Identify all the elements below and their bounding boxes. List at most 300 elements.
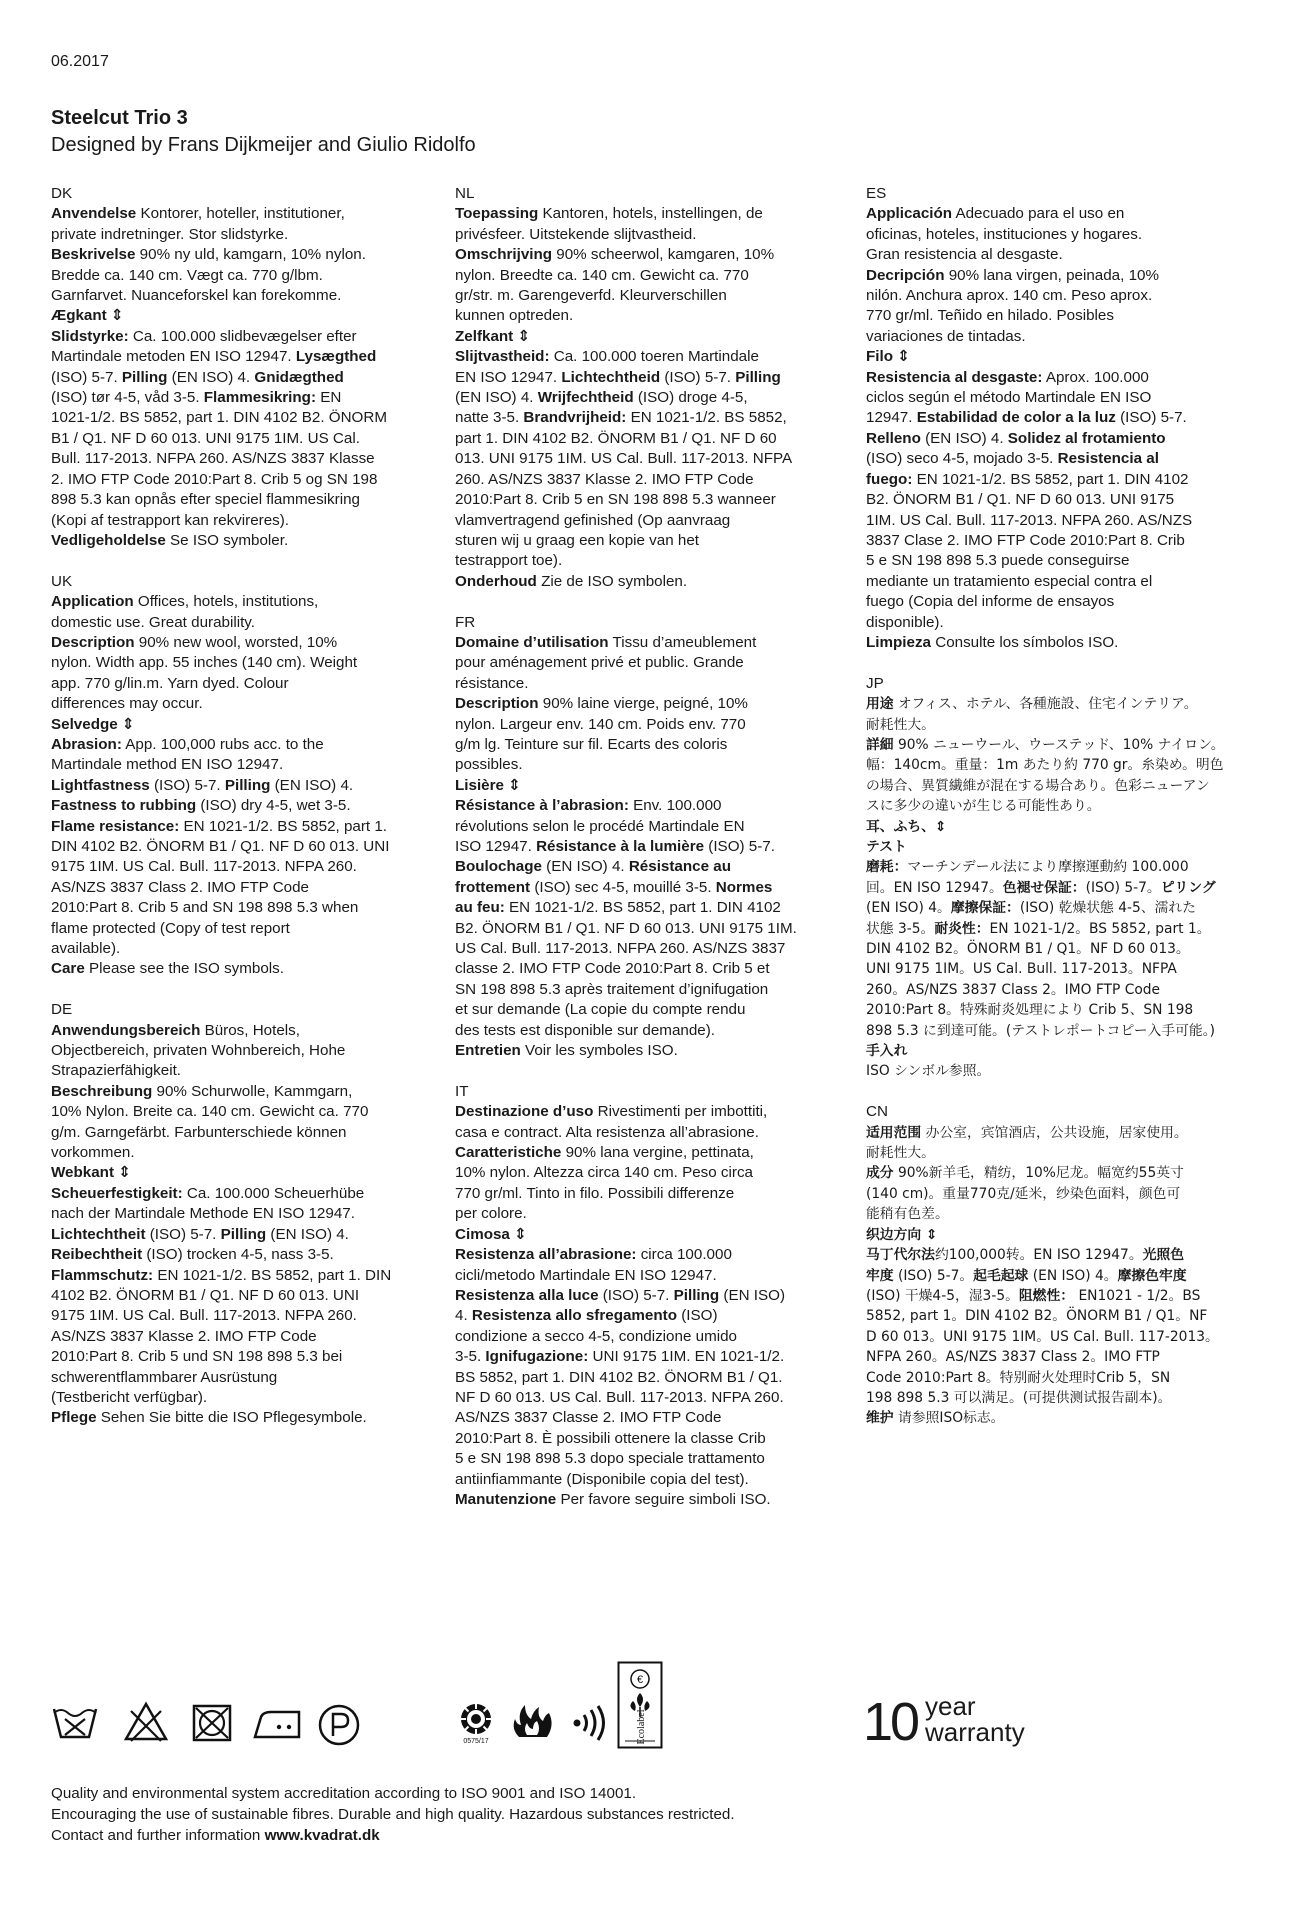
text-segment: Gnidægthed: [254, 368, 344, 386]
text-segment: Bredde ca. 140 cm. Vægt ca. 770 g/lbm.: [51, 266, 323, 284]
text-line: [455, 1347, 845, 1367]
text-segment: (EN ISO) 4。: [1028, 1267, 1118, 1284]
text-segment: (ISO) droge 4-5,: [633, 389, 748, 407]
text-line: [455, 408, 845, 428]
text-segment: Care: [51, 960, 85, 978]
text-line: [455, 878, 845, 898]
text-line: [51, 1204, 441, 1224]
text-segment: Pilling: [121, 368, 168, 386]
text-segment: 90% laine vierge, peigné, 10%: [538, 695, 748, 713]
text-segment: Bull. 117-2013. NFPA 260. AS/NZS 3837 Klasse: [51, 450, 375, 468]
text-line: [455, 347, 845, 367]
text-line: [455, 449, 845, 469]
text-segment: 用途: [866, 696, 894, 713]
text-segment: (ISO) 5-7。: [893, 1267, 974, 1284]
text-segment: Tissu d’ameublement: [608, 633, 757, 651]
text-segment: EN 1021-1/2. BS 5852, part 1. DIN 4102: [504, 899, 781, 917]
text-line: [455, 1143, 845, 1163]
text-line: [866, 449, 1256, 469]
text-line: [455, 429, 845, 449]
section-language-code: UK: [51, 572, 73, 590]
flame-icon: [509, 1701, 557, 1741]
text-segment: Reibechtheit: [51, 1246, 143, 1264]
text-segment: ciclos según el método Martindale EN ISO: [866, 389, 1152, 407]
warranty-year-label: year: [925, 1691, 976, 1721]
text-segment: 起毛起球: [973, 1267, 1029, 1284]
text-line: [51, 755, 441, 775]
text-segment: Garnfarvet. Nuanceforskel kan forekomme.: [51, 287, 342, 305]
text-segment: (ISO) seco 4-5, mojado 3-5.: [866, 450, 1058, 468]
text-line: [51, 388, 441, 408]
text-line: [866, 306, 1256, 326]
text-segment: Description: [51, 633, 135, 651]
text-segment: Please see the ISO symbols.: [84, 960, 284, 978]
text-line: [866, 245, 1256, 265]
text-line: [51, 817, 441, 837]
text-line: [51, 674, 441, 694]
text-line: [455, 1204, 845, 1224]
text-line: [455, 694, 845, 714]
text-line: [51, 1388, 441, 1408]
text-segment: 摩擦保証：: [950, 900, 1020, 917]
text-line: [51, 796, 441, 816]
text-segment: 898 5.3 に到達可能。(テストレポートコピー入手可能。): [866, 1022, 1215, 1039]
text-segment: 770 gr/ml. Tinto in filo. Possibili differenze: [455, 1184, 735, 1202]
text-segment: oficinas, hoteles, instituciones y hogares.: [866, 225, 1143, 243]
text-line: [866, 1021, 1256, 1041]
section-language-code: CN: [866, 1103, 888, 1121]
text-segment: 能稍有色差。: [866, 1206, 949, 1223]
text-segment: Ca. 100.000 toeren Martindale: [549, 348, 759, 366]
certificate-code: 0575/17: [463, 1738, 489, 1745]
section-language-code: JP: [866, 674, 884, 692]
footer-line-accreditation: Quality and environmental system accreditation according to ISO 9001 and ISO 14001.: [51, 1785, 637, 1802]
text-segment: (ISO) 乾燥状態 4-5、濡れた: [1019, 900, 1196, 917]
text-line: [455, 1449, 845, 1469]
text-segment: Anvendelse: [51, 205, 137, 223]
text-line: [51, 490, 441, 510]
section-cn: [866, 1102, 1256, 1429]
text-segment: Resistenza alla luce: [455, 1286, 599, 1304]
text-line: [51, 1266, 441, 1286]
text-segment: nach der Martindale Methode EN ISO 12947.: [51, 1205, 355, 1223]
text-line: [51, 266, 441, 286]
text-segment: NF D 60 013. US Cal. Bull. 117-2013. NFPA 260.: [455, 1388, 784, 1406]
text-line: [51, 613, 441, 633]
text-segment: possibles.: [455, 756, 523, 774]
text-segment: app. 770 g/lin.m. Yarn dyed. Colour: [51, 674, 289, 692]
text-line: [455, 511, 845, 531]
text-line: [455, 1368, 845, 1388]
text-segment: privésfeer. Uitstekende slijtvastheid.: [455, 225, 697, 243]
text-line: [866, 1306, 1256, 1326]
text-line: [51, 939, 441, 959]
text-segment: (ISO) trocken 4-5, nass 3-5.: [142, 1246, 334, 1264]
text-segment: (140 cm)。重量770克/延米，纱染色面料，颜色可: [866, 1185, 1181, 1202]
text-segment: Filo ⇕: [866, 348, 910, 366]
text-line: [51, 633, 441, 653]
no-tumble-dry-icon: [191, 1703, 233, 1743]
text-segment: (EN ISO) 4.: [920, 429, 1008, 447]
text-segment: et sur demande (La copie du compte rendu: [455, 1001, 746, 1019]
text-line: [455, 1470, 845, 1490]
text-segment: 12947.: [866, 409, 917, 427]
text-line: [455, 1327, 845, 1347]
text-line: [866, 878, 1256, 898]
text-line: [455, 857, 845, 877]
text-column-3: [866, 184, 1256, 1449]
text-line: [455, 306, 845, 326]
text-segment: (EN ISO): [719, 1286, 786, 1304]
text-segment: DIN 4102 B2. ÖNORM B1 / Q1. NF D 60 013. UNI: [51, 837, 390, 855]
text-segment: の場合、異質繊維が混在する場合あり。色彩ニューアン: [866, 777, 1210, 794]
text-segment: 90% new wool, worsted, 10%: [134, 633, 338, 651]
text-line: [455, 490, 845, 510]
text-segment: per colore.: [455, 1205, 527, 1223]
text-line: [51, 368, 441, 388]
text-line: [866, 1225, 1256, 1245]
section-language-code: ES: [866, 185, 887, 202]
designer-credit: Designed by Frans Dijkmeijer and Giulio Ridolfo: [51, 134, 476, 156]
text-line: [866, 715, 1256, 735]
text-segment: Boulochage: [455, 858, 542, 876]
text-segment: UNI 9175 1IM。US Cal. Bull. 117-2013。NFPA: [866, 961, 1177, 978]
text-segment: flame protected (Copy of test report: [51, 919, 290, 937]
text-segment: 詳細: [866, 736, 894, 753]
text-line: [866, 1388, 1256, 1408]
text-line: [866, 796, 1256, 816]
text-segment: ISO シンボル参照。: [866, 1063, 991, 1080]
text-column-1: [51, 184, 441, 1449]
text-line: [455, 633, 845, 653]
text-segment: Martindale method EN ISO 12947.: [51, 756, 284, 774]
text-segment: Omschrijving: [455, 246, 553, 264]
text-segment: 牢度: [866, 1267, 894, 1284]
section-language-code: FR: [455, 613, 476, 631]
text-line: [455, 551, 845, 571]
text-segment: Ca. 100.000 slidbevægelser efter: [128, 327, 357, 345]
text-segment: Slidstyrke:: [51, 327, 129, 345]
document-date: 06.2017: [51, 53, 109, 70]
text-line: [51, 694, 441, 714]
text-segment: available).: [51, 940, 121, 958]
text-line: [51, 857, 441, 877]
text-segment: 状態 3-5。: [866, 920, 935, 937]
text-segment: g/m. Garngefärbt. Farbunterschiede können: [51, 1123, 347, 1141]
text-line: [866, 368, 1256, 388]
text-line: [455, 1266, 845, 1286]
text-segment: (Kopi af testrapport kan rekvireres).: [51, 511, 290, 529]
ecolabel-icon: [617, 1661, 663, 1749]
text-segment: 回。EN ISO 12947。: [866, 879, 1003, 896]
text-line: [866, 470, 1256, 490]
section-jp: [866, 674, 1256, 1082]
text-segment: Wrijfechtheid: [537, 389, 634, 407]
text-line: [455, 245, 845, 265]
text-segment: kunnen optreden.: [455, 307, 574, 325]
svg-text:€: €: [636, 1674, 644, 1686]
text-segment: 2010:Part 8. È possibili ottenere la classe Crib: [455, 1429, 766, 1447]
text-line: [866, 1286, 1256, 1306]
text-line: [51, 1021, 441, 1041]
text-line: [51, 1143, 441, 1163]
text-segment: Per favore seguire simboli ISO.: [556, 1490, 771, 1508]
text-line: [866, 1061, 1256, 1081]
text-segment: 90% lana virgen, peinada, 10%: [944, 266, 1159, 284]
text-line: [51, 449, 441, 469]
text-segment: 2010:Part 8. Crib 5 en SN 198 898 5.3 wanneer: [455, 491, 776, 509]
text-line: [866, 1368, 1256, 1388]
text-segment: Kontorer, hoteller, institutioner,: [136, 205, 345, 223]
text-line: [866, 531, 1256, 551]
section-dk: [51, 184, 441, 551]
text-line: [51, 837, 441, 857]
text-segment: B2. ÖNORM B1 / Q1. NF D 60 013. UNI 9175: [866, 491, 1175, 509]
text-line: [455, 1490, 845, 1510]
text-segment: 耐耗性大。: [866, 716, 935, 733]
text-segment: fuego:: [866, 470, 913, 488]
text-line: [51, 715, 441, 735]
text-segment: EN1021 - 1/2。BS: [1074, 1287, 1201, 1304]
text-line: [866, 817, 1256, 837]
text-line: [455, 715, 845, 735]
text-line: [51, 1041, 441, 1061]
text-segment: circa 100.000: [636, 1246, 732, 1264]
text-segment: 5 e SN 198 898 5.3 puede conseguirse: [866, 552, 1130, 570]
text-segment: Gran resistencia al desgaste.: [866, 246, 1063, 264]
text-segment: 260。AS/NZS 3837 Class 2。IMO FTP Code: [866, 981, 1161, 998]
text-segment: variaciones de tintadas.: [866, 327, 1026, 345]
care-and-certification-icons: [51, 1674, 871, 1755]
text-line: [51, 1082, 441, 1102]
text-segment: EN: [316, 389, 342, 407]
text-line: [51, 470, 441, 490]
text-line: [455, 776, 845, 796]
ecolabel-text: Ecolabel: [636, 1709, 647, 1745]
text-line: [455, 1102, 845, 1122]
text-segment: Fastness to rubbing: [51, 797, 197, 815]
text-segment: differences may occur.: [51, 695, 203, 713]
text-segment: (ISO): [677, 1307, 718, 1325]
text-line: [51, 776, 441, 796]
text-segment: Onderhoud: [455, 572, 537, 590]
text-line: [866, 1204, 1256, 1224]
text-segment: Anwendungsbereich: [51, 1021, 201, 1039]
text-segment: (ISO) dry 4-5, wet 3-5.: [196, 797, 351, 815]
text-line: [51, 592, 441, 612]
text-segment: 阻燃性：: [1018, 1287, 1075, 1304]
text-line: [866, 266, 1256, 286]
text-segment: 2010:Part 8. Crib 5 und SN 198 898 5.3 bei: [51, 1348, 343, 1366]
text-segment: Flammesikring:: [203, 389, 317, 407]
text-segment: 光照色: [1142, 1247, 1185, 1264]
text-line: [866, 572, 1256, 592]
warranty-years: 10: [863, 1692, 918, 1752]
text-segment: D 60 013。UNI 9175 1IM。US Cal. Bull. 117-2013。: [866, 1328, 1219, 1345]
text-segment: BS 5852, part 1. DIN 4102 B2. ÖNORM B1 / Q1.: [455, 1368, 783, 1386]
text-segment: Manutenzione: [455, 1490, 557, 1508]
text-segment: Adecuado para el uso en: [952, 205, 1125, 223]
text-line: [455, 388, 845, 408]
text-segment: 2010:Part 8. Crib 5 and SN 198 898 5.3 when: [51, 899, 359, 917]
text-line: [866, 1408, 1256, 1428]
text-line: [51, 959, 441, 979]
text-segment: mediante un tratamiento especial contra el: [866, 572, 1153, 590]
text-segment: (ISO) 5-7。: [1085, 879, 1161, 896]
text-segment: Toepassing: [455, 205, 539, 223]
text-segment: Consulte los símbolos ISO.: [931, 633, 1119, 651]
text-segment: antiinfiammante (Disponibile copia del test).: [455, 1470, 749, 1488]
text-segment: Se ISO symboler.: [165, 531, 289, 549]
warranty-label: warranty: [925, 1717, 1025, 1747]
text-line: [455, 1021, 845, 1041]
text-line: [866, 776, 1256, 796]
text-line: [51, 1184, 441, 1204]
text-segment: 198 898 5.3 可以满足。(可提供测试报告副本)。: [866, 1389, 1172, 1406]
text-line: [866, 490, 1256, 510]
text-segment: Sehen Sie bitte die ISO Pflegesymbole.: [96, 1409, 367, 1427]
text-segment: Normes: [715, 878, 773, 896]
text-segment: 1021-1/2. BS 5852, part 1. DIN 4102 B2. ÖNORM: [51, 409, 387, 427]
text-line: [455, 1245, 845, 1265]
text-segment: cicli/metodo Martindale EN ISO 12947.: [455, 1266, 717, 1284]
text-segment: EN 1021-1/2。BS 5852, part 1。: [989, 920, 1211, 937]
text-segment: Strapazierfähigkeit.: [51, 1062, 182, 1080]
text-line: [866, 286, 1256, 306]
text-segment: (EN ISO) 4.: [541, 858, 629, 876]
text-segment: Destinazione d’uso: [455, 1103, 594, 1121]
text-segment: (EN ISO) 4.: [455, 389, 538, 407]
text-segment: NFPA 260。AS/NZS 3837 Class 2。IMO FTP: [866, 1349, 1160, 1366]
text-segment: Selvedge ⇕: [51, 715, 135, 733]
sound-icon: [571, 1705, 611, 1741]
text-line: [455, 1000, 845, 1020]
text-line: [866, 1041, 1256, 1061]
text-segment: Büros, Hotels,: [200, 1021, 300, 1039]
text-segment: Solidez al frotamiento: [1007, 429, 1166, 447]
text-line: [866, 1143, 1256, 1163]
text-segment: Voir les symboles ISO.: [520, 1042, 678, 1060]
text-line: [455, 1225, 845, 1245]
text-segment: Abrasion:: [51, 735, 122, 753]
text-segment: 898 5.3 kan opnås efter speciel flammesikring: [51, 491, 360, 509]
text-segment: Flammschutz:: [51, 1266, 154, 1284]
text-segment: classe 2. IMO FTP Code 2010:Part 8. Crib 5 et: [455, 960, 770, 978]
text-segment: オフィス、ホテル、各種施設、住宅インテリア。: [893, 696, 1198, 713]
warranty-badge: [863, 1693, 1063, 1753]
text-segment: 260. AS/NZS 3837 Klasse 2. IMO FTP Code: [455, 470, 754, 488]
text-line: [51, 408, 441, 428]
text-segment: Vedligeholdelse: [51, 531, 166, 549]
text-line: [51, 245, 441, 265]
text-segment: Application: [51, 593, 134, 611]
text-line: [51, 1286, 441, 1306]
text-segment: 办公室，宾馆酒店，公共设施，居家使用。: [921, 1124, 1188, 1141]
text-segment: 耐炎性：: [934, 920, 990, 937]
text-segment: Code 2010:Part 8。特别耐火处理时Crib 5，SN: [866, 1369, 1171, 1386]
text-line: [455, 286, 845, 306]
text-line: [455, 837, 845, 857]
text-segment: 90% Schurwolle, Kammgarn,: [152, 1082, 353, 1100]
text-line: [866, 857, 1256, 877]
text-segment: Flame resistance:: [51, 817, 180, 835]
text-segment: Résistance à l’abrasion:: [455, 797, 629, 815]
footer-line-sustainability: Encouraging the use of sustainable fibres. Durable and high quality. Hazardous substances restricted.: [51, 1806, 735, 1823]
text-line: [455, 1286, 845, 1306]
footer: [51, 1783, 1151, 1846]
text-line: [455, 919, 845, 939]
text-segment: Cimosa ⇕: [455, 1225, 527, 1243]
text-line: [866, 959, 1256, 979]
text-line: [866, 1163, 1256, 1183]
text-segment: Domaine d’utilisation: [455, 633, 609, 651]
text-segment: 90% scheerwol, kamgaren, 10%: [552, 246, 775, 264]
kvadrat-website-link[interactable]: www.kvadrat.dk: [264, 1827, 380, 1844]
text-segment: マーチンデール法により摩擦運動約 100.000: [907, 859, 1189, 876]
text-segment: DIN 4102 B2。ÖNORM B1 / Q1。NF D 60 013。: [866, 941, 1190, 958]
text-segment: Lysægthed: [295, 348, 377, 366]
text-line: [866, 755, 1256, 775]
text-segment: domestic use. Great durability.: [51, 613, 255, 631]
text-segment: Estabilidad de color a la luz: [916, 409, 1116, 427]
text-line: [455, 735, 845, 755]
text-line: [51, 306, 441, 326]
text-segment: nylon. Width app. 55 inches (140 cm). Weight: [51, 654, 358, 672]
text-line: [455, 1184, 845, 1204]
text-line: [51, 1163, 441, 1183]
text-segment: fuego (Copia del informe de ensayos: [866, 593, 1115, 611]
text-segment: casa e contract. Alta resistenza all’abrasione.: [455, 1123, 759, 1141]
text-line: [866, 613, 1256, 633]
text-line: [866, 327, 1256, 347]
text-line: [455, 674, 845, 694]
text-line: [866, 1245, 1256, 1265]
text-segment: schwerentflammbarer Ausrüstung: [51, 1368, 278, 1386]
text-line: [51, 1347, 441, 1367]
text-segment: pour aménagement privé et public. Grande: [455, 654, 744, 672]
text-segment: Lichtechtheit: [51, 1225, 146, 1243]
text-line: [51, 286, 441, 306]
text-segment: au feu:: [455, 899, 505, 917]
text-column-2: [455, 184, 845, 1531]
text-segment: ピリング: [1160, 879, 1216, 896]
iron-icon: [251, 1707, 303, 1741]
text-line: [866, 225, 1256, 245]
text-line: [51, 327, 441, 347]
text-line: [866, 511, 1256, 531]
text-segment: 手入れ: [866, 1043, 908, 1060]
text-segment: 90% ny uld, kamgarn, 10% nylon.: [135, 246, 366, 264]
text-segment: Résistance à la lumière: [536, 837, 705, 855]
text-segment: Pflege: [51, 1409, 97, 1427]
text-line: [455, 1163, 845, 1183]
text-segment: Brandvrijheid:: [523, 409, 627, 427]
text-segment: Webkant ⇕: [51, 1164, 131, 1182]
text-line: [455, 572, 845, 592]
text-segment: B1 / Q1. NF D 60 013. UNI 9175 1IM. US Cal.: [51, 429, 360, 447]
text-segment: 马丁代尔法: [866, 1247, 935, 1264]
footer-contact-text: Contact and further information: [51, 1827, 265, 1844]
text-segment: UNI 9175 1IM. EN 1021-1/2.: [588, 1348, 785, 1366]
text-segment: 适用范围: [866, 1124, 922, 1141]
text-segment: Pilling: [224, 776, 271, 794]
text-segment: (Testbericht verfügbar).: [51, 1388, 208, 1406]
eu-flower-icon: [455, 1701, 497, 1745]
text-segment: 磨耗：: [866, 859, 908, 876]
text-line: [455, 1041, 845, 1061]
text-segment: frottement: [455, 878, 531, 896]
text-segment: Zelfkant ⇕: [455, 327, 531, 345]
